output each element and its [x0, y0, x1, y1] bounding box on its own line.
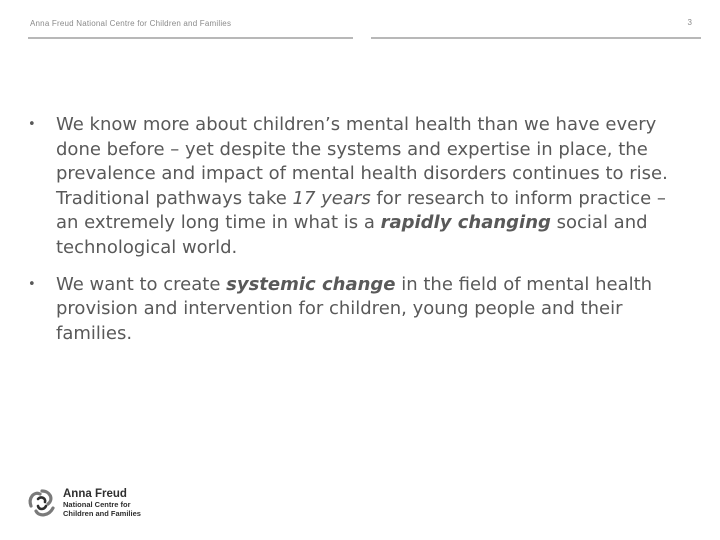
bullet-item	[28, 113, 688, 261]
slide-body	[28, 113, 688, 358]
bullet-marker: •	[28, 276, 36, 292]
header-divider-left	[28, 37, 353, 39]
header-divider-right	[371, 37, 701, 39]
logo-mark-icon	[26, 487, 58, 519]
logo-line-2: National Centre for	[63, 500, 131, 509]
bullet-marker: •	[28, 117, 36, 132]
page-number: 3	[687, 18, 692, 27]
header-title: Anna Freud National Centre for Children and Families	[30, 19, 232, 28]
logo-line-1: Anna Freud	[63, 488, 127, 500]
text-segment: We know more about children’s mental health than we have every done before – yet despite the systems and expertise in place, the prevalence and impact of mental health disorders continues to rise. Traditional pathways take	[56, 114, 668, 209]
text-segment: in the field of mental health provision and intervention for children, young people and their families.	[56, 273, 653, 344]
text-segment: social and technological world.	[56, 212, 648, 258]
text-segment-italic: 17 years	[292, 187, 371, 209]
logo-wordmark	[63, 488, 141, 518]
text-segment-bold-italic: systemic change	[226, 273, 396, 295]
text-segment: for research to inform practice – an extremely long time in what is a	[56, 187, 666, 234]
logo-line-3: Children and Families	[63, 509, 141, 518]
text-segment-bold-italic: rapidly changing	[380, 212, 551, 234]
bullet-item	[28, 273, 688, 347]
bullet-text	[56, 273, 688, 347]
bullet-text	[56, 113, 688, 261]
anna-freud-logo	[26, 487, 141, 519]
text-segment: We want to create	[56, 273, 227, 295]
